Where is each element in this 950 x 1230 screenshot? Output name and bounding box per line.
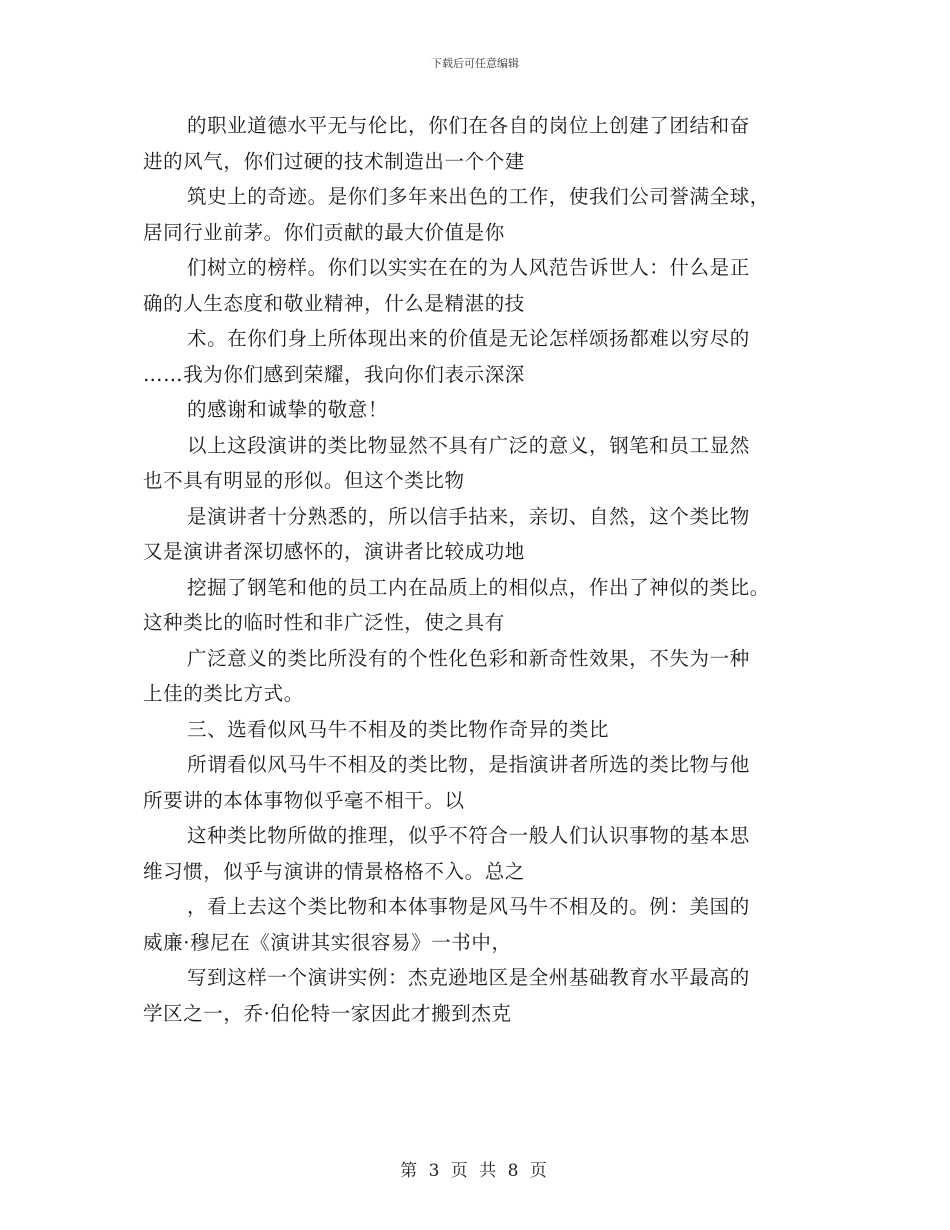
line: 学区之一，乔·伯伦特一家因此才搬到杰克 bbox=[143, 1001, 512, 1025]
paragraph bbox=[143, 392, 813, 428]
section-heading bbox=[143, 712, 813, 748]
line: 上佳的类比方式。 bbox=[143, 682, 304, 705]
paragraph bbox=[143, 499, 813, 570]
paragraph bbox=[143, 641, 813, 712]
document-body bbox=[143, 108, 813, 1031]
line: 们树立的榜样。你们以实实在在的为人风范告诉世人：什么是正 bbox=[187, 256, 750, 279]
page-number-footer: 第 3 页 共 8 页 bbox=[400, 1161, 550, 1181]
paragraph bbox=[143, 321, 813, 392]
line: 维习惯，似乎与演讲的情景格格不入。总之 bbox=[143, 859, 525, 883]
line: 筑史上的奇迹。是你们多年来出色的工作，使我们公司誉满全球， bbox=[187, 185, 770, 208]
paragraph bbox=[143, 428, 813, 499]
line: 这种类比物所做的推理，似乎不符合一般人们认识事物的基本思 bbox=[187, 824, 750, 847]
line: 三、选看似风马牛不相及的类比物作奇异的类比 bbox=[187, 717, 610, 741]
paragraph bbox=[143, 250, 813, 321]
paragraph bbox=[143, 108, 813, 179]
line: 威廉·穆尼在《演讲其实很容易》一书中， bbox=[143, 930, 512, 954]
line: 所谓看似风马牛不相及的类比物，是指演讲者所选的类比物与他 bbox=[187, 753, 750, 776]
line: 写到这样一个演讲实例：杰克逊地区是全州基础教育水平最高的 bbox=[187, 966, 750, 989]
line: 这种类比的临时性和非广泛性，使之具有 bbox=[143, 611, 505, 634]
paragraph bbox=[143, 889, 813, 960]
line: ，看上去这个类比物和本体事物是风马牛不相及的。例：美国的 bbox=[187, 895, 750, 918]
line: 挖掘了钢笔和他的员工内在品质上的相似点，作出了神似的类比。 bbox=[187, 575, 770, 599]
line: 是演讲者十分熟悉的，所以信手拈来，亲切、自然，这个类比物 bbox=[187, 504, 750, 528]
line: 也不具有明显的形似。但这个类比物 bbox=[143, 469, 465, 492]
line: ……我为你们感到荣耀，我向你们表示深深 bbox=[143, 362, 525, 386]
line: 确的人生态度和敬业精神，什么是精湛的技 bbox=[143, 291, 525, 315]
paragraph bbox=[143, 179, 813, 250]
paragraph bbox=[143, 570, 813, 641]
line: 术。在你们身上所体现出来的价值是无论怎样颂扬都难以穷尽的 bbox=[187, 327, 750, 350]
paragraph bbox=[143, 747, 813, 818]
paragraph bbox=[143, 960, 813, 1031]
line: 又是演讲者深切感怀的，演讲者比较成功地 bbox=[143, 540, 525, 563]
line: 居同行业前茅。你们贡献的最大价值是你 bbox=[143, 220, 505, 244]
line: 的职业道德水平无与伦比，你们在各自的岗位上创建了团结和奋 bbox=[187, 114, 750, 137]
line: 广泛意义的类比所没有的个性化色彩和新奇性效果，不失为一种 bbox=[187, 646, 750, 670]
page-header: 下载后可任意编辑 bbox=[431, 57, 519, 70]
line: 进的风气，你们过硬的技术制造出一个个建 bbox=[143, 149, 525, 173]
line: 所要讲的本体事物似乎毫不相干。以 bbox=[143, 788, 465, 812]
line: 以上这段演讲的类比物显然不具有广泛的意义，钢笔和员工显然 bbox=[187, 433, 750, 457]
line: 的感谢和诚挚的敬意！ bbox=[187, 398, 389, 421]
paragraph bbox=[143, 818, 813, 889]
